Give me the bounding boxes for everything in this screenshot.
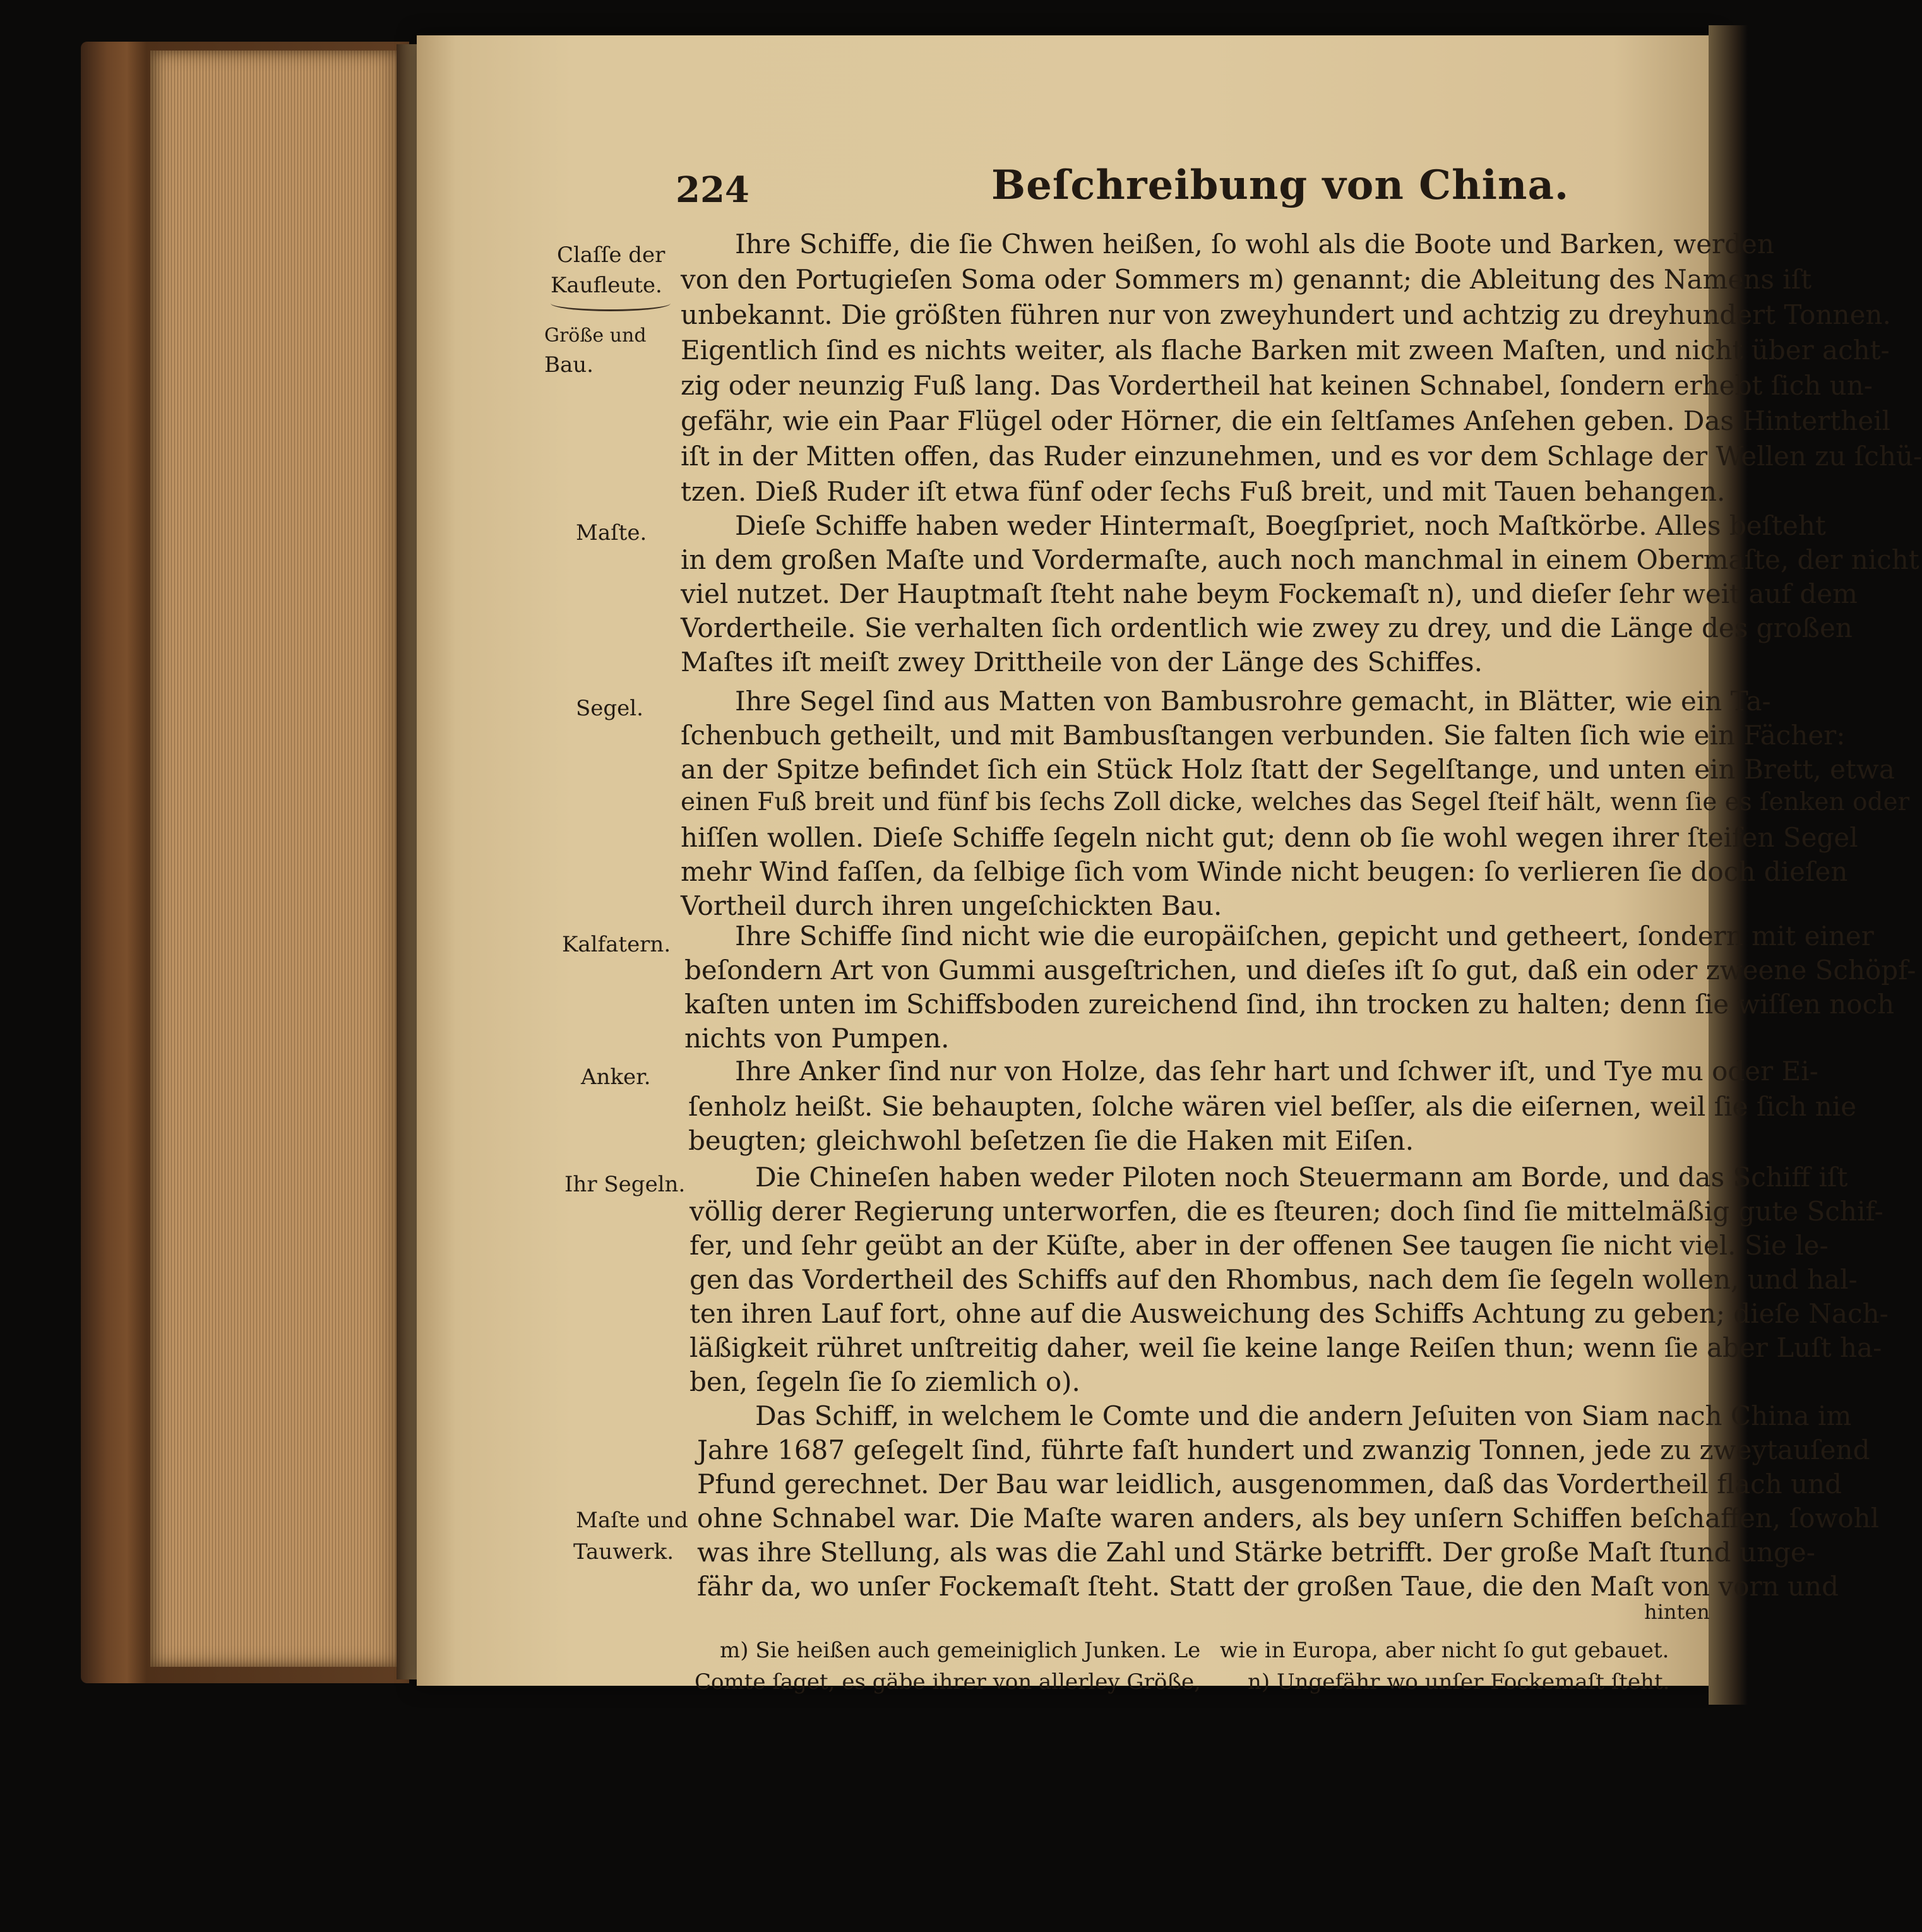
text-line: fer, und ſehr geübt an der Küſte, aber in der offenen See taugen ſie nicht viel. Sie le- (689, 1230, 1829, 1261)
text-line: nichts von Pumpen. (684, 1023, 950, 1054)
text-line: Maſtes iſt meiſt zwey Drittheile von der Länge des Schiffes. (681, 647, 1483, 677)
text-line: ben, ſegeln ſie ſo ziemlich o). (689, 1366, 1080, 1397)
text-line: in dem großen Maſte und Vordermaſte, auch noch manchmal in einem Obermaſte, der nicht (681, 544, 1919, 575)
page-number: 224 (676, 169, 749, 211)
text-line: viel nutzet. Der Hauptmaſt ſteht nahe beym Fockemaſt n), und dieſer ſehr weit auf dem (681, 578, 1858, 609)
footnote-line: Comte ſaget, es gäbe ihrer von allerley Größe, (695, 1669, 1201, 1695)
text-line: Dieſe Schiffe haben weder Hintermaſt, Boegſpriet, noch Maſtkörbe. Alles beſteht (735, 510, 1826, 541)
text-line: einen Fuß breit und fünf bis ſechs Zoll dicke, welches das Segel ſteif hält, wenn ſie es ſenken oder (681, 788, 1910, 816)
text-line: läßigkeit rühret unſtreitig daher, weil ſie keine lange Reiſen thun; wenn ſie aber Luſt ha- (689, 1332, 1882, 1363)
text-line: unbekannt. Die größten führen nur von zweyhundert und achtzig zu dreyhundert Tonnen. (681, 299, 1891, 330)
text-line: iſt in der Mitten offen, das Ruder einzunehmen, und es vor dem Schlage der Wellen zu ſchü- (681, 441, 1922, 472)
text-line: Eigentlich ſind es nichts weiter, als flache Barken mit zween Maſten, und nicht über acht- (681, 335, 1890, 366)
text-line: beſondern Art von Gummi ausgeſtrichen, und dieſes iſt ſo gut, daß ein oder zweene Schöpf- (684, 955, 1916, 986)
text-line: Ihre Anker ſind nur von Holze, das ſehr hart und ſchwer iſt, und Tye mu oder Ei- (735, 1056, 1818, 1087)
text-line: Das Schiff, in welchem le Comte und die andern Jeſuiten von Siam nach China im (755, 1400, 1852, 1431)
running-head: Beſchreibung von China. (991, 162, 1570, 209)
text-line: Ihre Schiffe ſind nicht wie die europäiſchen, gepicht und getheert, ſondern mit einer (735, 921, 1874, 951)
text-line: zig oder neunzig Fuß lang. Das Vordertheil hat keinen Schnabel, ſondern erhebt ſich un- (681, 370, 1873, 401)
text-line: mehr Wind faſſen, da ſelbige ſich vom Winde nicht beugen: ſo verlieren ſie doch dieſen (681, 856, 1848, 887)
text-line: ſchenbuch getheilt, und mit Bambusſtangen verbunden. Sie falten ſich wie ein Fächer: (681, 720, 1846, 751)
text-line: an der Spitze befindet ſich ein Stück Holz ſtatt der Segelſtange, und unten ein Brett, etwa (681, 754, 1895, 785)
text-line: beugten; gleichwohl beſetzen ſie die Haken mit Eiſen. (688, 1125, 1414, 1156)
text-line: ohne Schnabel war. Die Maſte waren anders, als bey unſern Schiffen beſchaffen, ſowohl (697, 1503, 1880, 1534)
text-line: tzen. Dieß Ruder iſt etwa fünf oder ſechs Fuß breit, und mit Tauen behangen. (681, 476, 1726, 507)
sidenote: Tauwerk. (573, 1539, 674, 1565)
sidenote: Bau. (544, 352, 594, 378)
sidenote: Claſſe der (557, 242, 666, 268)
text-line: Die Chineſen haben weder Piloten noch Steuermann am Borde, und das Schiff iſt (755, 1162, 1848, 1193)
sidenote: Segel. (576, 696, 643, 721)
text-line: Jahre 1687 geſegelt ſind, führte faſt hundert und zwanzig Tonnen, jede zu zweytauſend (697, 1434, 1870, 1465)
text-line: Pfund gerechnet. Der Bau war leidlich, ausgenommen, daß das Vordertheil flach und (697, 1469, 1842, 1500)
text-line: ten ihren Lauf fort, ohne auf die Ausweichung des Schiffs Achtung zu geben; dieſe Nach- (689, 1298, 1889, 1329)
text-line: gen das Vordertheil des Schiffs auf den Rhombus, nach dem ſie ſegeln wollen, und hal- (689, 1264, 1858, 1295)
footnote-line: n) Ungefähr wo unſer Fockemaſt ſteht. (1248, 1669, 1670, 1695)
sidenote: Maſte und (576, 1508, 688, 1533)
text-line: Vortheil durch ihren ungeſchickten Bau. (681, 890, 1222, 921)
footnote-line: m) Sie heißen auch gemeiniglich Junken. Le (720, 1638, 1201, 1663)
text-line: hiſſen wollen. Dieſe Schiffe ſegeln nicht gut; denn ob ſie wohl wegen ihrer ſteifen Segel (681, 822, 1858, 853)
text-line: was ihre Stellung, als was die Zahl und Stärke betrifft. Der große Maſt ſtund unge- (697, 1537, 1815, 1568)
text-line: Ihre Segel ſind aus Matten von Bambusrohre gemacht, in Blätter, wie ein Ta- (735, 686, 1771, 717)
text-line: von den Portugieſen Soma oder Sommers m) genannt; die Ableitung des Namens iſt (681, 264, 1812, 295)
sidenote: Anker. (581, 1064, 651, 1090)
footnote-line: wie in Europa, aber nicht ſo gut gebauet. (1220, 1638, 1669, 1663)
text-line: Ihre Schiffe, die ſie Chwen heißen, ſo wohl als die Boote und Barken, werden (735, 229, 1774, 259)
text-line: ſenholz heißt. Sie behaupten, ſolche wären viel beſſer, als die eiſernen, weil ſie ſich nie (688, 1091, 1857, 1122)
catchword: hinten (1644, 1600, 1710, 1624)
page-stack-edges (150, 51, 403, 1667)
text-line: fähr da, wo unſer Fockemaſt ſteht. Statt der großen Taue, die den Maſt von vorn und (697, 1571, 1839, 1602)
sidenote: Ihr Segeln. (564, 1172, 686, 1197)
text-line: kaſten unten im Schiffsboden zureichend ſind, ihn trocken zu halten; denn ſie wiſſen noch (684, 989, 1895, 1020)
sidenote-brace (551, 295, 671, 311)
sidenote: Kalfatern. (562, 932, 671, 957)
sidenote: Maſte. (576, 520, 647, 546)
text-line: völlig derer Regierung unterworfen, die es ſteuren; doch ſind ſie mittelmäßig gute Schif- (689, 1196, 1883, 1227)
sidenote: Kaufleute. (551, 273, 662, 298)
sidenote: Größe und (544, 325, 647, 347)
text-line: Vordertheile. Sie verhalten ſich ordentlich wie zwey zu drey, und die Länge des großen (681, 612, 1853, 643)
text-line: gefähr, wie ein Paar Flügel oder Hörner, die ein ſeltſames Anſehen geben. Das Hintertheil (681, 405, 1890, 436)
